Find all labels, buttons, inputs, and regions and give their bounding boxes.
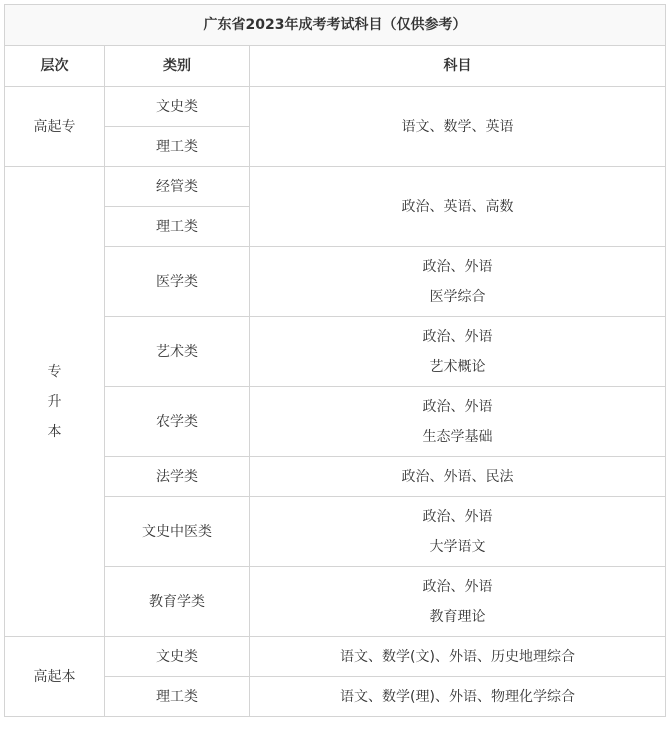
category-cell: 医学类 [105, 247, 250, 317]
table-row [5, 637, 666, 677]
table-row [5, 317, 666, 387]
exam-subjects-table [4, 4, 666, 717]
level-char: 本 [47, 423, 62, 440]
level-cell-gaoqiben: 高起本 [5, 637, 105, 717]
category-cell: 理工类 [105, 677, 250, 717]
table-row [5, 457, 666, 497]
header-row [5, 46, 666, 87]
header-level: 层次 [5, 46, 105, 87]
subject-line: 政治、外语 [422, 508, 493, 525]
subjects-cell: 政治、英语、高数 [250, 167, 666, 247]
subject-line: 政治、外语 [422, 578, 493, 595]
table-row [5, 497, 666, 567]
header-subjects: 科目 [250, 46, 666, 87]
table-row [5, 247, 666, 317]
category-cell: 农学类 [105, 387, 250, 457]
subjects-cell [250, 247, 666, 317]
table-row [5, 87, 666, 127]
category-cell: 文史类 [105, 637, 250, 677]
category-cell: 理工类 [105, 127, 250, 167]
table-row [5, 567, 666, 637]
subject-line: 政治、外语 [422, 398, 493, 415]
category-cell: 法学类 [105, 457, 250, 497]
subject-line: 教育理论 [429, 608, 486, 625]
category-cell: 理工类 [105, 207, 250, 247]
subjects-cell [250, 567, 666, 637]
level-cell-gaoqizhuan: 高起专 [5, 87, 105, 167]
subjects-cell [250, 387, 666, 457]
subject-line: 政治、外语 [422, 258, 493, 275]
subject-line: 政治、外语 [422, 328, 493, 345]
header-category: 类别 [105, 46, 250, 87]
subjects-cell: 语文、数学(理)、外语、物理化学综合 [250, 677, 666, 717]
category-cell: 文史类 [105, 87, 250, 127]
subject-line: 艺术概论 [429, 358, 486, 375]
table-row [5, 677, 666, 717]
subjects-cell [250, 497, 666, 567]
subject-line: 生态学基础 [422, 428, 493, 445]
table-row [5, 167, 666, 207]
subjects-cell [250, 317, 666, 387]
level-char: 专 [47, 363, 62, 380]
category-cell: 文史中医类 [105, 497, 250, 567]
table-title: 广东省2023年成考考试科目（仅供参考） [5, 5, 666, 46]
level-char: 升 [47, 393, 62, 410]
category-cell: 经管类 [105, 167, 250, 207]
subject-line: 医学综合 [429, 288, 486, 305]
subjects-cell: 语文、数学、英语 [250, 87, 666, 167]
subject-line: 大学语文 [429, 538, 486, 555]
table-row [5, 387, 666, 457]
level-cell-zhuanshengben [5, 167, 105, 637]
category-cell: 教育学类 [105, 567, 250, 637]
title-row [5, 5, 666, 46]
subjects-cell: 政治、外语、民法 [250, 457, 666, 497]
subjects-cell: 语文、数学(文)、外语、历史地理综合 [250, 637, 666, 677]
category-cell: 艺术类 [105, 317, 250, 387]
